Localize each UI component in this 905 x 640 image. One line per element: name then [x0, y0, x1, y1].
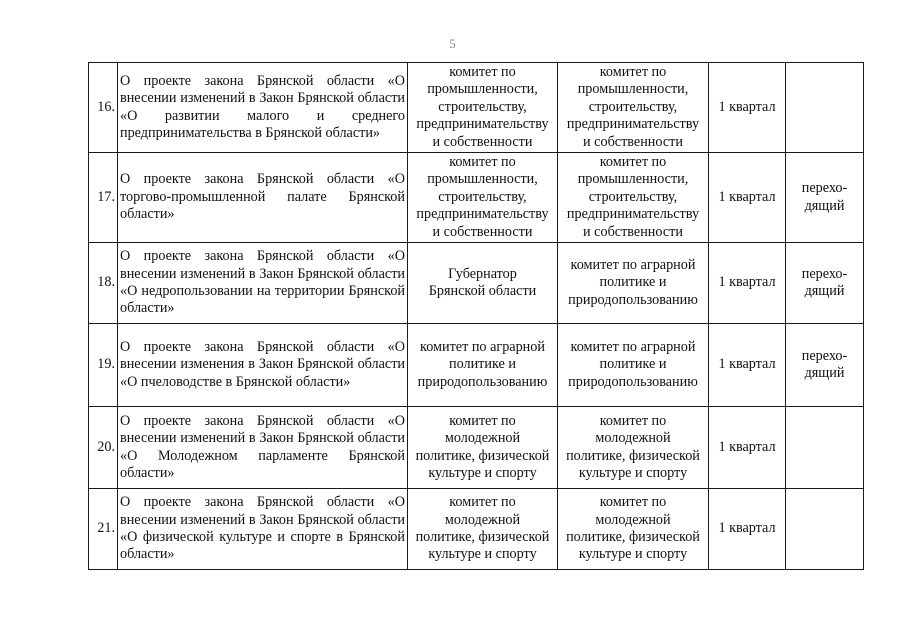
- term-cell: 1 квартал: [709, 63, 786, 153]
- initiator-cell: комитет по промышленности, строительству, предпринимательству и собственности: [408, 153, 558, 243]
- term-cell: 1 квартал: [709, 153, 786, 243]
- bill-title: О проекте закона Брянской области «О внесении изменений в Закон Брянской области «О недропользовании на территории Брянской области»: [118, 243, 408, 324]
- responsible-committee-cell: комитет по промышленности, строительству, предпринимательству и собственности: [558, 63, 709, 153]
- row-number: 19.: [89, 324, 118, 407]
- initiator-cell: Губернатор Брянской области: [408, 243, 558, 324]
- responsible-committee-cell: комитет по молодежной политике, физической культуре и спорту: [558, 489, 709, 570]
- bill-title: О проекте закона Брянской области «О внесении изменений в Закон Брянской области «О Молодежном парламенте Брянской области»: [118, 407, 408, 489]
- bill-title: О проекте закона Брянской области «О внесении изменений в Закон Брянской области «О развитии малого и среднего предпринимательства в Брянской области»: [118, 63, 408, 153]
- row-number: 21.: [89, 489, 118, 570]
- term-cell: 1 квартал: [709, 324, 786, 407]
- table-row: [89, 407, 864, 489]
- initiator-cell: комитет по промышленности, строительству, предпринимательству и собственности: [408, 63, 558, 153]
- table-row: [89, 243, 864, 324]
- note-cell: перехо- дящий: [786, 324, 864, 407]
- initiator-cell: комитет по молодежной политике, физической культуре и спорту: [408, 407, 558, 489]
- responsible-committee-cell: комитет по аграрной политике и природопользованию: [558, 243, 709, 324]
- table-row: [89, 63, 864, 153]
- legislative-plan-table: [88, 62, 864, 570]
- responsible-committee-cell: комитет по промышленности, строительству, предпринимательству и собственности: [558, 153, 709, 243]
- row-number: 18.: [89, 243, 118, 324]
- term-cell: 1 квартал: [709, 407, 786, 489]
- note-cell: [786, 407, 864, 489]
- row-number: 17.: [89, 153, 118, 243]
- term-cell: 1 квартал: [709, 489, 786, 570]
- responsible-committee-cell: комитет по молодежной политике, физической культуре и спорту: [558, 407, 709, 489]
- note-cell: перехо- дящий: [786, 243, 864, 324]
- term-cell: 1 квартал: [709, 243, 786, 324]
- page-number: 5: [449, 36, 456, 51]
- table-row: [89, 324, 864, 407]
- bill-title: О проекте закона Брянской области «О внесении изменения в Закон Брянской области «О пчеловодстве в Брянской области»: [118, 324, 408, 407]
- bill-title: О проекте закона Брянской области «О внесении изменений в Закон Брянской области «О физической культуре и спорте в Брянской области»: [118, 489, 408, 570]
- table-row: [89, 153, 864, 243]
- initiator-cell: комитет по молодежной политике, физической культуре и спорту: [408, 489, 558, 570]
- note-cell: [786, 63, 864, 153]
- row-number: 20.: [89, 407, 118, 489]
- table-row: [89, 489, 864, 570]
- initiator-cell: комитет по аграрной политике и природопользованию: [408, 324, 558, 407]
- bill-title: О проекте закона Брянской области «О торгово-промышленной палате Брянской области»: [118, 153, 408, 243]
- row-number: 16.: [89, 63, 118, 153]
- responsible-committee-cell: комитет по аграрной политике и природопользованию: [558, 324, 709, 407]
- note-cell: [786, 489, 864, 570]
- note-cell: перехо- дящий: [786, 153, 864, 243]
